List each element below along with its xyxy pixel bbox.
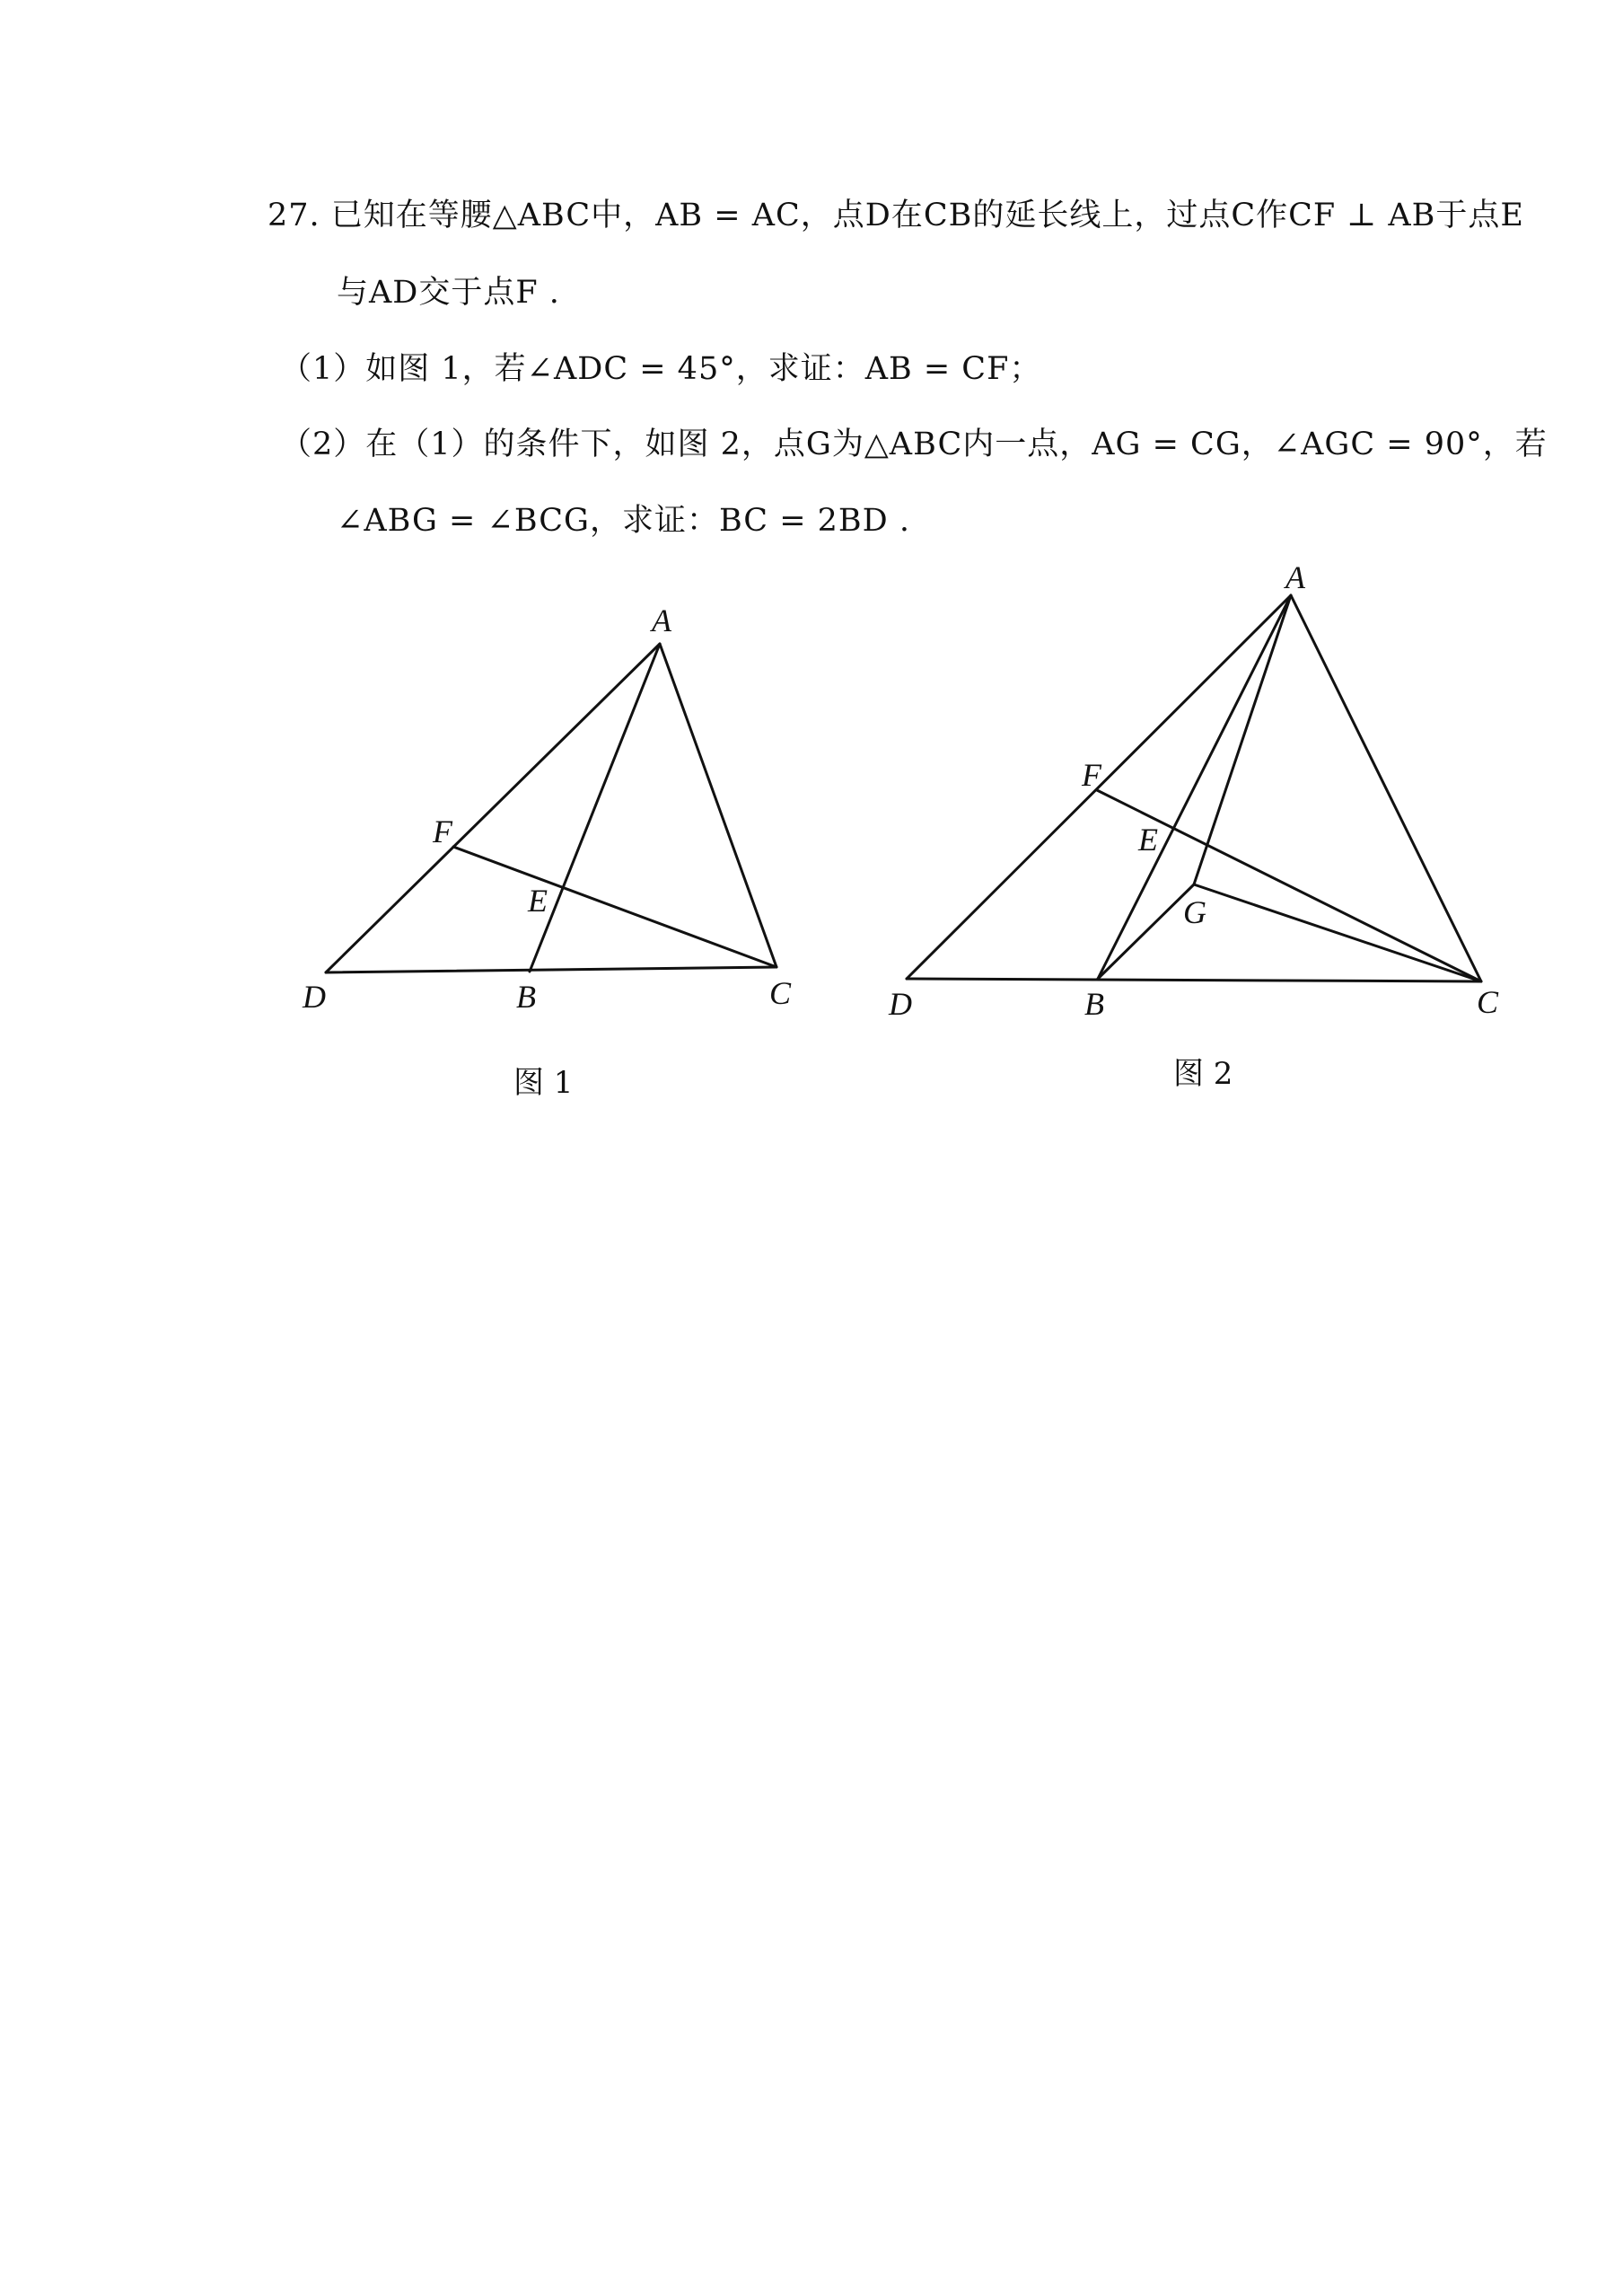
segment-AC: [660, 644, 776, 967]
segment-DC: [907, 979, 1481, 981]
segment-CF: [1097, 790, 1481, 981]
label-E: E: [1138, 822, 1158, 858]
problem-line-1: 27. 已知在等腰△ABC中，AB = AC，点D在CB的延长线上，过点C作CF ⊥ AB于点E: [268, 198, 1524, 233]
label-F: F: [1082, 757, 1101, 793]
label-B: B: [1084, 986, 1104, 1022]
segment-AG: [1194, 595, 1291, 884]
label-G: G: [1183, 894, 1206, 930]
label-D: D: [889, 986, 912, 1022]
label-E: E: [528, 883, 548, 919]
segment-DA: [326, 644, 660, 972]
label-F: F: [433, 814, 452, 849]
segment-AB: [530, 644, 660, 972]
segment-GC: [1194, 884, 1481, 981]
label-C: C: [1477, 984, 1499, 1020]
label-A: A: [1285, 559, 1305, 595]
figure-1: [326, 644, 776, 972]
problem-line-4: （2）在（1）的条件下，如图 2，点G为△ABC内一点，AG = CG，∠AGC = 90°，若: [280, 427, 1548, 462]
label-C: C: [769, 975, 792, 1011]
problem-line-5: ∠ABG = ∠BCG，求证：BC = 2BD .: [337, 503, 910, 539]
figure-1-caption: 图 1: [513, 1065, 574, 1101]
label-A: A: [652, 603, 671, 638]
problem-line-2: 与AD交于点F .: [337, 275, 560, 311]
segment-BG: [1098, 884, 1194, 979]
problem-line-3: （1）如图 1，若∠ADC = 45°，求证：AB = CF；: [280, 351, 1042, 387]
figure-2-caption: 图 2: [1173, 1056, 1233, 1092]
segment-CF: [453, 847, 776, 967]
label-D: D: [303, 979, 326, 1015]
segment-DC: [326, 967, 776, 972]
segment-AC: [1291, 595, 1481, 981]
label-B: B: [516, 979, 536, 1015]
